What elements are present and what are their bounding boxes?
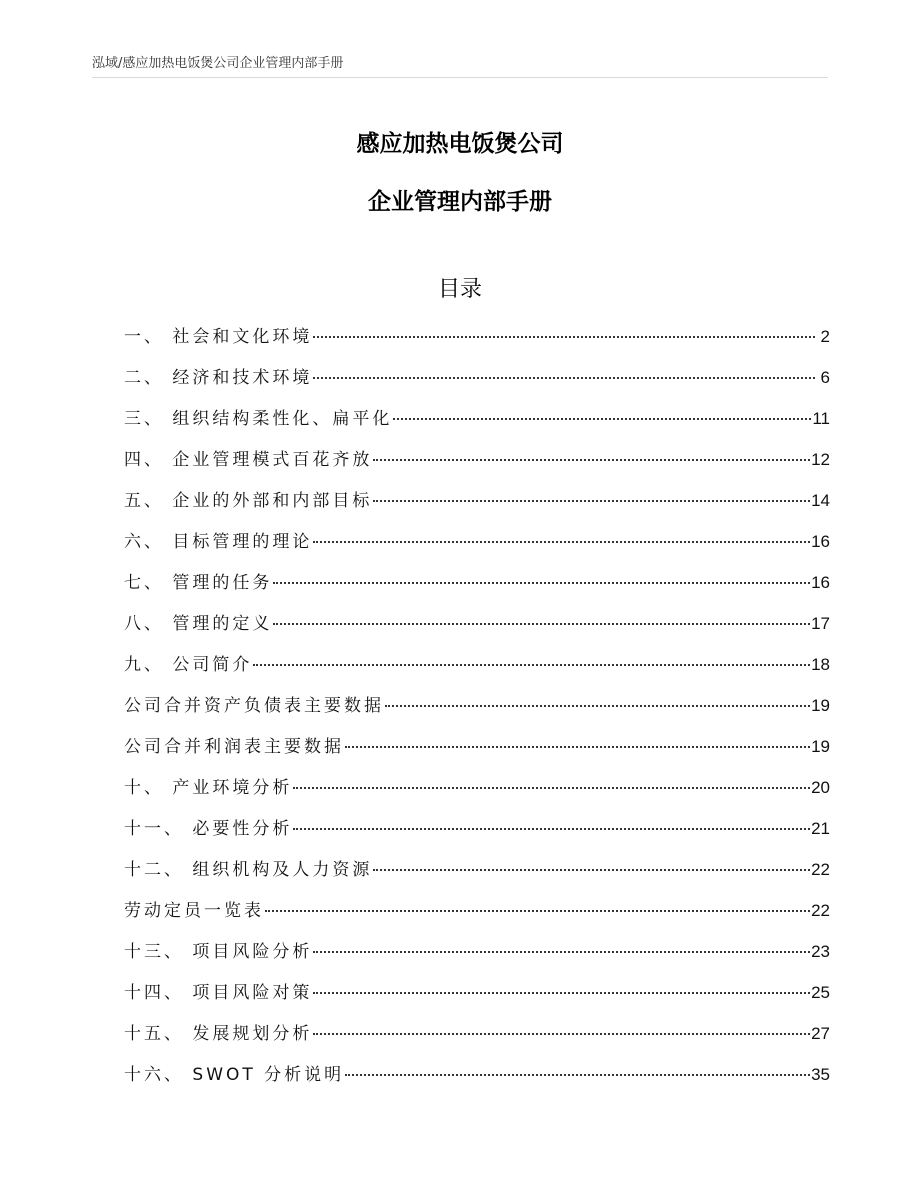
toc-heading: 目录: [437, 277, 482, 302]
toc-entry[interactable]: [124, 937, 830, 978]
toc-entry-label: 七、 管理的任务: [124, 573, 273, 593]
dot-leader: [273, 622, 810, 625]
dot-leader: [373, 499, 810, 502]
toc-entry[interactable]: [124, 650, 830, 691]
toc-entry-page: 19: [811, 737, 830, 756]
toc-entry[interactable]: [124, 1060, 830, 1101]
toc-entry[interactable]: [124, 773, 830, 814]
dot-leader: [373, 868, 810, 871]
dot-leader: [253, 663, 810, 666]
toc-entry[interactable]: [124, 404, 830, 445]
table-of-contents: [124, 322, 830, 1101]
toc-entry[interactable]: [124, 322, 830, 363]
toc-entry[interactable]: [124, 527, 830, 568]
running-header: 泓域/感应加热电饭煲公司企业管理内部手册: [92, 52, 828, 78]
toc-entry[interactable]: [124, 486, 830, 527]
toc-entry-page: 25: [811, 983, 830, 1002]
toc-entry-page: 23: [811, 942, 830, 961]
toc-entry-page: 27: [811, 1024, 830, 1043]
toc-entry-page: 2: [820, 327, 830, 346]
toc-entry-page: 19: [811, 696, 830, 715]
dot-leader: [345, 1073, 810, 1076]
toc-entry-label: 十六、 SWOT 分析说明: [124, 1065, 345, 1085]
toc-entry-page: 20: [811, 778, 830, 797]
dot-leader: [293, 786, 810, 789]
company-title: 感应加热电饭煲公司: [356, 131, 564, 157]
toc-entry[interactable]: [124, 568, 830, 609]
toc-entry-label: 公司合并利润表主要数据: [124, 737, 344, 757]
toc-entry-label: 十五、 发展规划分析: [124, 1024, 313, 1044]
toc-entry-page: 14: [811, 491, 830, 510]
toc-entry-label: 十四、 项目风险对策: [124, 983, 313, 1003]
toc-entry[interactable]: [124, 978, 830, 1019]
toc-entry-label: 十二、 组织机构及人力资源: [124, 860, 373, 880]
toc-entry-label: 十、 产业环境分析: [124, 778, 293, 798]
dot-leader: [273, 581, 810, 584]
toc-entry[interactable]: [124, 445, 830, 486]
dot-leader: [313, 376, 815, 379]
toc-entry-label: 八、 管理的定义: [124, 614, 273, 634]
dot-leader: [313, 1032, 810, 1035]
toc-entry[interactable]: [124, 691, 830, 732]
dot-leader: [313, 950, 810, 953]
toc-entry[interactable]: [124, 855, 830, 896]
toc-entry[interactable]: [124, 732, 830, 773]
dot-leader: [293, 827, 810, 830]
toc-entry-label: 一、 社会和文化环境: [124, 327, 313, 347]
toc-entry-label: 三、 组织结构柔性化、扁平化: [124, 409, 393, 429]
toc-entry-page: 22: [811, 860, 830, 879]
toc-entry-page: 6: [820, 368, 830, 387]
toc-entry-page: 16: [811, 573, 830, 592]
dot-leader: [265, 909, 810, 912]
toc-entry[interactable]: [124, 896, 830, 937]
toc-entry-page: 18: [811, 655, 830, 674]
toc-entry-label: 六、 目标管理的理论: [124, 532, 313, 552]
toc-entry-label: 九、 公司简介: [124, 655, 253, 675]
toc-entry-page: 12: [811, 450, 830, 469]
toc-entry-page: 11: [812, 409, 830, 428]
toc-entry-label: 劳动定员一览表: [124, 901, 264, 921]
document-title: 企业管理内部手册: [368, 189, 552, 215]
toc-entry-page: 17: [811, 614, 830, 633]
dot-leader: [373, 458, 810, 461]
dot-leader: [385, 704, 810, 707]
toc-entry-page: 35: [811, 1065, 830, 1084]
dot-leader: [313, 335, 815, 338]
toc-entry[interactable]: [124, 609, 830, 650]
toc-entry[interactable]: [124, 363, 830, 404]
toc-entry[interactable]: [124, 1019, 830, 1060]
dot-leader: [313, 991, 810, 994]
toc-entry-label: 十一、 必要性分析: [124, 819, 293, 839]
dot-leader: [393, 417, 811, 420]
toc-entry[interactable]: [124, 814, 830, 855]
toc-entry-label: 公司合并资产负债表主要数据: [124, 696, 384, 716]
toc-entry-label: 十三、 项目风险分析: [124, 942, 313, 962]
toc-entry-page: 21: [811, 819, 830, 838]
dot-leader: [345, 745, 810, 748]
toc-entry-label: 五、 企业的外部和内部目标: [124, 491, 373, 511]
toc-entry-label: 四、 企业管理模式百花齐放: [124, 450, 373, 470]
dot-leader: [313, 540, 810, 543]
toc-entry-page: 22: [811, 901, 830, 920]
toc-entry-page: 16: [811, 532, 830, 551]
toc-entry-label: 二、 经济和技术环境: [124, 368, 313, 388]
